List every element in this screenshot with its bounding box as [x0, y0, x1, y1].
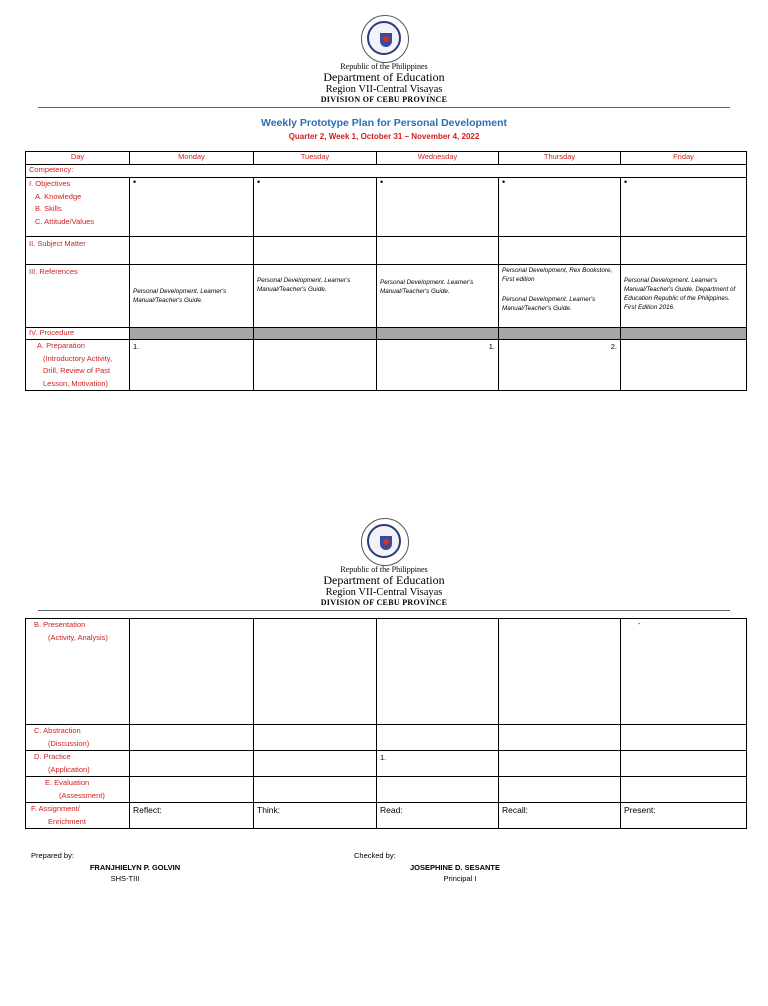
subject-cell — [621, 237, 747, 265]
day-cell — [499, 777, 621, 803]
presentation-row — [26, 619, 747, 725]
header-day: Day — [26, 152, 130, 165]
thursday-objective-bullet: • — [499, 178, 621, 237]
prepared-by-title: SHS-TIII — [110, 874, 140, 883]
thursday-assignment: Recall: — [499, 803, 621, 829]
references-label: III. References — [26, 265, 130, 328]
day-cell — [377, 777, 499, 803]
friday-assignment: Present: — [621, 803, 747, 829]
practice-label: D. Practice — [34, 752, 71, 761]
thursday-presentation — [499, 619, 621, 725]
thursday-reference-1: Personal Development, Rex Bookstore, First edition — [502, 267, 613, 283]
procedure-shade — [621, 328, 747, 340]
monday-reference: Personal Development. Learner's Manual/Teacher's Guide. — [130, 265, 254, 328]
day-cell — [130, 725, 254, 751]
tuesday-preparation — [254, 340, 377, 391]
subject-matter-row — [26, 237, 747, 265]
preparation-label: A. Preparation — [37, 341, 85, 350]
objectives-row — [26, 178, 747, 237]
friday-preparation — [621, 340, 747, 391]
preparation-desc-1: (Introductory Activity, — [43, 353, 113, 363]
region-text: Region VII-Central Visayas — [325, 84, 443, 95]
day-cell — [499, 751, 621, 777]
header-wednesday: Wednesday — [377, 152, 499, 165]
friday-objective-bullet: • — [621, 178, 747, 237]
department-text-2: Department of Education — [323, 573, 445, 587]
republic-text-2: Republic of the Philippines — [340, 565, 428, 574]
wednesday-assignment: Read: — [377, 803, 499, 829]
assignment-cell — [26, 803, 130, 829]
competency-row — [26, 165, 747, 178]
practice-desc: (Application) — [48, 764, 90, 774]
objective-knowledge: A. Knowledge — [35, 191, 82, 201]
day-cell — [254, 777, 377, 803]
objectives-label: I. Objectives — [29, 179, 71, 188]
day-cell — [130, 777, 254, 803]
wednesday-preparation: 1. — [377, 340, 499, 391]
practice-cell — [26, 751, 130, 777]
friday-presentation: - — [621, 619, 747, 725]
practice-row — [26, 751, 747, 777]
division-text: DIVISION OF CEBU PROVINCE — [320, 95, 448, 104]
abstraction-desc: (Discussion) — [48, 738, 90, 748]
header-monday: Monday — [130, 152, 254, 165]
monday-objective-bullet: • — [130, 178, 254, 237]
day-cell — [499, 725, 621, 751]
friday-reference: Personal Development. Learner's Manual/Teacher's Guide. Department of Education Republic of the Philippines. First Edition 2016. — [621, 265, 747, 328]
objective-attitude: C. Attitude/Values — [35, 216, 95, 226]
assignment-label: F. Assignment/ — [31, 804, 80, 813]
day-cell — [254, 725, 377, 751]
day-cell — [621, 725, 747, 751]
abstraction-row — [26, 725, 747, 751]
abstraction-cell — [26, 725, 130, 751]
wednesday-practice: 1. — [377, 751, 499, 777]
references-row — [26, 265, 747, 328]
deped-seal-logo-2 — [361, 518, 409, 566]
evaluation-desc: (Assessment) — [59, 790, 105, 800]
presentation-desc: (Activity, Analysis) — [48, 632, 108, 642]
header-thursday: Thursday — [499, 152, 621, 165]
procedure-row — [26, 328, 747, 340]
header-tuesday: Tuesday — [254, 152, 377, 165]
evaluation-label: E. Evaluation — [45, 778, 90, 787]
subject-matter-label: II. Subject Matter — [26, 237, 130, 265]
republic-text: Republic of the Philippines — [340, 62, 428, 71]
competency-label: Competency: — [26, 165, 747, 178]
preparation-desc-3: Lesson, Motivation) — [43, 378, 109, 388]
tuesday-objective-bullet: • — [254, 178, 377, 237]
checked-by-label: Checked by: — [354, 851, 396, 860]
evaluation-cell — [26, 777, 130, 803]
monday-assignment: Reflect: — [130, 803, 254, 829]
prepared-by-label: Prepared by: — [31, 851, 74, 860]
table-header-row — [26, 152, 747, 165]
day-cell — [130, 751, 254, 777]
wednesday-presentation — [377, 619, 499, 725]
day-cell — [377, 725, 499, 751]
preparation-desc-2: Drill, Review of Past — [43, 366, 111, 375]
subject-cell — [130, 237, 254, 265]
weekly-plan-table-2 — [25, 618, 747, 829]
abstraction-label: C. Abstraction — [34, 726, 81, 735]
tuesday-reference: Personal Development. Learner's Manual/Teacher's Guide. — [254, 265, 377, 328]
preparation-row — [26, 340, 747, 391]
monday-presentation — [130, 619, 254, 725]
assignment-desc: Enrichment — [48, 816, 86, 826]
preparation-cell — [26, 340, 130, 391]
day-cell — [621, 751, 747, 777]
header-friday: Friday — [621, 152, 747, 165]
procedure-label: IV. Procedure — [26, 328, 130, 340]
tuesday-presentation — [254, 619, 377, 725]
day-cell — [254, 751, 377, 777]
monday-preparation: 1. — [130, 340, 254, 391]
objectives-cell — [26, 178, 130, 237]
department-text: Department of Education — [323, 70, 445, 84]
procedure-shade — [499, 328, 621, 340]
day-cell — [621, 777, 747, 803]
procedure-shade — [130, 328, 254, 340]
checked-by-title: Principal I — [443, 874, 477, 883]
thursday-preparation: 2. — [499, 340, 621, 391]
tuesday-assignment: Think: — [254, 803, 377, 829]
assignment-row — [26, 803, 747, 829]
subject-cell — [254, 237, 377, 265]
presentation-cell — [26, 619, 130, 725]
region-text-2: Region VII-Central Visayas — [325, 587, 443, 598]
thursday-reference-2: Personal Development. Learner's Manual/Teacher's Guide. — [502, 296, 596, 312]
header-divider — [38, 107, 730, 108]
header-divider-2 — [38, 610, 730, 611]
checked-by-name: JOSEPHINE D. SESANTE — [409, 863, 501, 872]
weekly-plan-table-1 — [25, 151, 747, 391]
division-text-2: DIVISION OF CEBU PROVINCE — [320, 598, 448, 607]
presentation-label: B. Presentation — [34, 620, 86, 629]
plan-title: Weekly Prototype Plan for Personal Development — [260, 117, 508, 129]
objective-skills: B. Skills — [35, 204, 62, 213]
plan-subtitle: Quarter 2, Week 1, October 31 – November 4, 2022 — [288, 132, 480, 141]
wednesday-reference: Personal Development. Learner's Manual/Teacher's Guide. — [377, 265, 499, 328]
subject-cell — [377, 237, 499, 265]
procedure-shade — [377, 328, 499, 340]
prepared-by-name: FRANJHIELYN P. GOLVIN — [89, 863, 181, 872]
procedure-shade — [254, 328, 377, 340]
evaluation-row — [26, 777, 747, 803]
deped-seal-logo — [361, 15, 409, 63]
thursday-reference-cell — [499, 265, 621, 328]
wednesday-objective-bullet: • — [377, 178, 499, 237]
subject-cell — [499, 237, 621, 265]
